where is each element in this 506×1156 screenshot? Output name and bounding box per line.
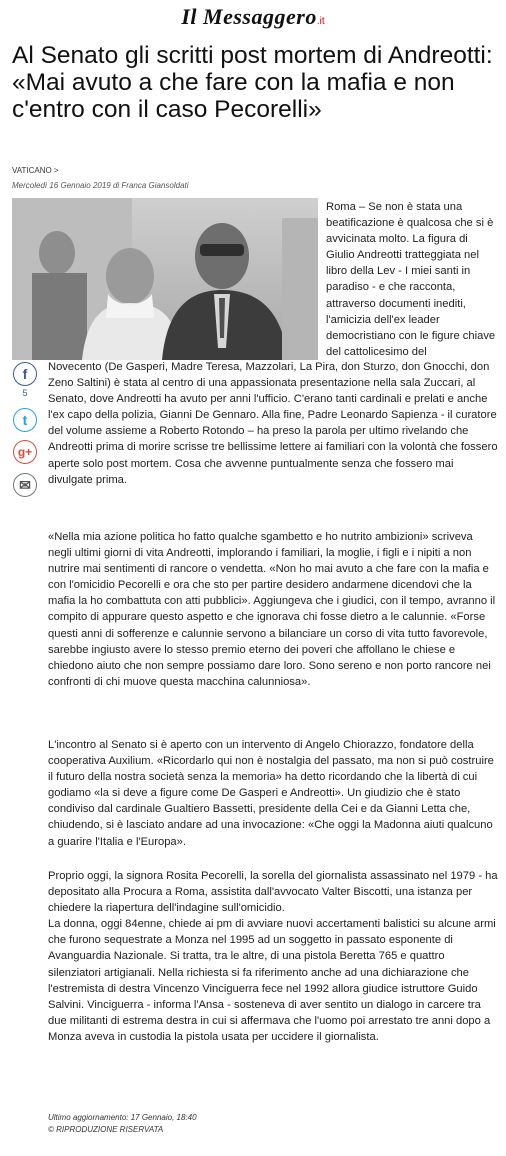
article-photo (12, 198, 318, 360)
paragraph-text: Proprio oggi, la signora Rosita Pecorelli, la sorella del giornalista assassinato nel 1979 - ha depositato alla Procura a Roma, assistita dall'avvocato Valter Biscotti, una istanza per chiedere la riapertura dell'indagine sull'omicidio. (48, 870, 498, 915)
article-footer (48, 1112, 197, 1136)
article-paragraph-intro-continued (48, 359, 498, 488)
googleplus-share-icon[interactable]: g+ (13, 440, 37, 464)
facebook-share-count: 5 (22, 388, 28, 398)
facebook-share-icon[interactable]: f (13, 362, 37, 386)
twitter-share-icon[interactable]: t (13, 408, 37, 432)
article-paragraph-letters (48, 529, 498, 690)
site-logo[interactable]: Il Messaggero (181, 4, 317, 29)
copyright-notice: © RIPRODUZIONE RISERVATA (48, 1125, 164, 1134)
paragraph-text: Roma – Se non è stata una beatificazione è qualcosa che si è avvicinata molto. La figura di Giulio Andreotti tratteggiata nel libro della Lev - I miei santi in paradiso - e che racconta, attraverso documenti inediti, l'amicizia dell'ex leader democristiano con le figure chiave del cattolicesimo del (326, 201, 496, 358)
section-breadcrumb[interactable]: VATICANO > (12, 166, 59, 175)
paragraph-text: La donna, oggi 84enne, chiede ai pm di avviare nuovi accertamenti balistici su alcune armi che furono sequestrate a Monza nel 1995 ad un soggetto in passato esponente di Avanguardia Nazionale. Si tratta, tra le altre, di una pistola Beretta 765 e quattro silenziatori artigianali. Nella richiesta si fa riferimento anche ad una dichiarazione che l'estremista di destra Vincenzo Vinciguerra fece nel 1992 allora giudice istruttore Guido Salvini. Vinciguerra - informa l'Ansa - sosteneva di aver sentito un dialogo in carcere tra due militanti di estrema destra in cui si affermava che l'uomo poi arrestato tre anni dopo a Monza aveva in custodia la pistola usata per uccidere il giornalista. (48, 918, 496, 1043)
paragraph-text: Novecento (De Gasperi, Madre Teresa, Mazzolari, La Pira, don Sturzo, don Gnocchi, don Zeno Saltini) è stata al centro di una appassionata presentazione nella sala Zuccari, al Senato, dove Andreotti ha avuto per anni l'ufficio. C'erano tanti cardinali e prelati e anche l'ex capo della polizia, Gianni De Gennaro. Alla fine, Padre Leonardo Sapienza - il curatore del volume assieme a Roberto Rotondo – ha preso la parola per ultimo rivelando che Andreotti prima di morire scrisse tre bellissime lettere ai familiari con la volontà che fossero aperte solo post mortem. Cosa che avvenne puntualmente senza che fossero mai divulgate prima. (48, 361, 498, 486)
last-updated: Ultimo aggiornamento: 17 Gennaio, 18:40 (48, 1113, 197, 1122)
paragraph-text: L'incontro al Senato si è aperto con un intervento di Angelo Chiorazzo, fondatore della cooperativa Auxilium. «Ricordarlo qui non è nostalgia del passato, ma non si può costruire il futuro della nostra società senza la memoria» ha detto ricordando che la libertà di cui godiamo «la si deve a figure come De Gasperi e Andreotti». Un giudizio che è stato condiviso dal cardinale Gualtiero Bassetti, presidente della Cei e da Gianni Letta che, chiudendo, si è lasciato andare ad una invocazione: «Che oggi la Madonna aiuti qualcuno a guarire l'Italia e l'Europa». (48, 739, 494, 848)
email-share-icon[interactable]: ✉ (13, 473, 37, 497)
article-dateline: Mercoledì 16 Gennaio 2019 di Franca Giansoldati (12, 181, 189, 190)
masthead[interactable] (0, 4, 506, 30)
article-paragraph-pecorelli (48, 868, 498, 1045)
site-logo-suffix: .it (316, 16, 325, 27)
paragraph-text: «Nella mia azione politica ho fatto qualche sgambetto e ho nutrito ambizioni» scriveva negli ultimi giorni di vita Andreotti, implorando i familiari, la moglie, i figli e i nipiti a non nutrire mai sentimenti di rancore o vendetta. «Non ho mai avuto a che fare con la mafia e con l'omicidio Pecorelli e ora che sto per partire desidero andarmene dicendovi che la mafia la ho combattuta con atti pubblici». Aggiungeva che i giudici, con il tempo, avranno il compito di appurare questo aspetto e che ignorava chi fosse dietro a le calunnie. «Forse questi anni di sofferenze e calunnie servono a bilanciare un corso di vita tutto favorevole, sarebbe ingiusto avere lo stesso premio eterno dei poveri che affollano le chiese e chiedono aiuto che non sempre possiamo dare loro. Sono sereno e non porto rancore nei confronti di chi muove questa macchina calunniosa». (48, 531, 496, 688)
article-paragraph-intro-wrap (326, 199, 498, 360)
article-headline: Al Senato gli scritti post mortem di Andreotti: «Mai avuto a che fare con la mafia e non c'entro con il caso Pecorelli» (12, 42, 493, 123)
article-paragraph-senate (48, 737, 498, 850)
